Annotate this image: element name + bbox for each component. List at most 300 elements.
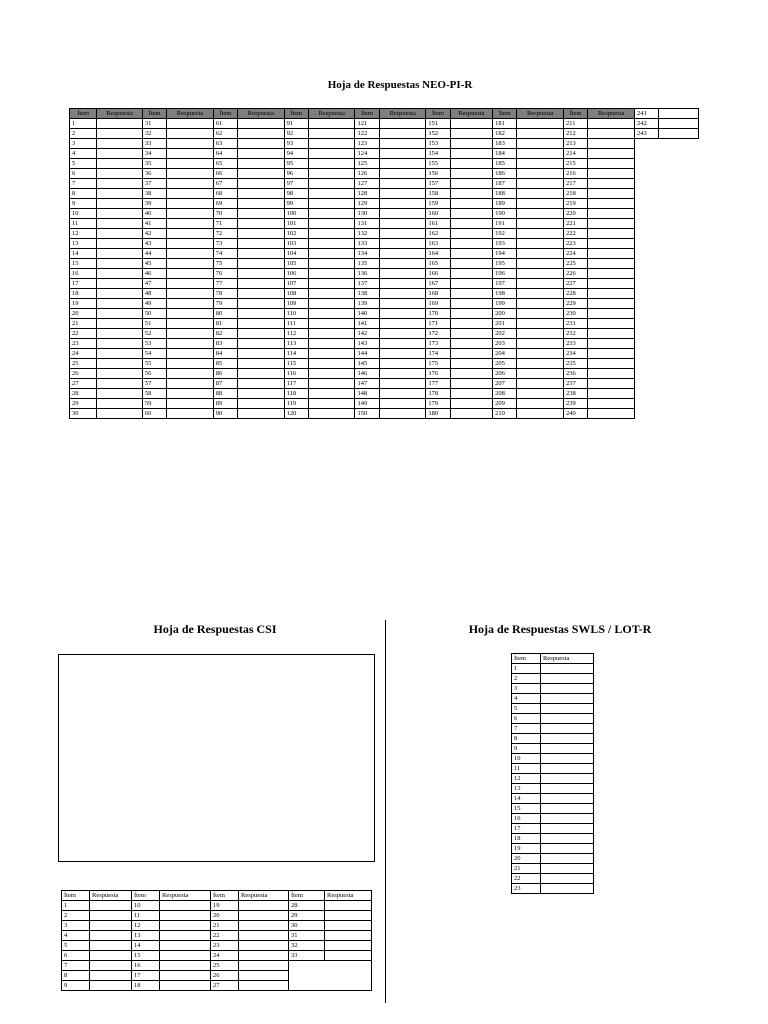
csi-response-cell[interactable] xyxy=(90,911,132,921)
neo-response-cell[interactable] xyxy=(517,229,564,239)
neo-response-cell[interactable] xyxy=(97,299,143,309)
neo-response-cell[interactable] xyxy=(238,349,285,359)
neo-response-cell[interactable] xyxy=(308,159,355,169)
neo-response-cell[interactable] xyxy=(308,139,355,149)
neo-response-cell[interactable] xyxy=(588,409,635,419)
neo-response-cell[interactable] xyxy=(167,169,214,179)
neo-response-cell[interactable] xyxy=(238,129,285,139)
neo-response-cell[interactable] xyxy=(97,359,143,369)
neo-response-cell[interactable] xyxy=(167,119,214,129)
neo-response-cell[interactable] xyxy=(308,309,355,319)
csi-response-cell[interactable] xyxy=(325,921,372,931)
neo-response-cell[interactable] xyxy=(517,409,564,419)
neo-response-cell[interactable] xyxy=(308,329,355,339)
neo-response-cell[interactable] xyxy=(167,189,214,199)
neo-response-cell[interactable] xyxy=(659,119,699,129)
neo-response-cell[interactable] xyxy=(588,329,635,339)
neo-response-cell[interactable] xyxy=(379,269,426,279)
neo-response-cell[interactable] xyxy=(238,149,285,159)
csi-response-cell[interactable] xyxy=(90,931,132,941)
neo-response-cell[interactable] xyxy=(450,139,493,149)
neo-response-cell[interactable] xyxy=(517,219,564,229)
neo-response-cell[interactable] xyxy=(517,129,564,139)
neo-response-cell[interactable] xyxy=(167,339,214,349)
neo-response-cell[interactable] xyxy=(97,149,143,159)
csi-response-cell[interactable] xyxy=(239,911,289,921)
neo-response-cell[interactable] xyxy=(308,339,355,349)
neo-response-cell[interactable] xyxy=(167,399,214,409)
neo-response-cell[interactable] xyxy=(167,159,214,169)
neo-response-cell[interactable] xyxy=(308,299,355,309)
neo-response-cell[interactable] xyxy=(379,209,426,219)
neo-response-cell[interactable] xyxy=(588,249,635,259)
neo-response-cell[interactable] xyxy=(97,279,143,289)
neo-response-cell[interactable] xyxy=(238,179,285,189)
neo-response-cell[interactable] xyxy=(588,309,635,319)
neo-response-cell[interactable] xyxy=(97,309,143,319)
swls-response-cell[interactable] xyxy=(541,694,594,704)
neo-response-cell[interactable] xyxy=(588,139,635,149)
neo-response-cell[interactable] xyxy=(308,179,355,189)
neo-response-cell[interactable] xyxy=(97,129,143,139)
neo-response-cell[interactable] xyxy=(517,349,564,359)
neo-response-cell[interactable] xyxy=(450,369,493,379)
neo-response-cell[interactable] xyxy=(167,289,214,299)
neo-response-cell[interactable] xyxy=(97,259,143,269)
neo-response-cell[interactable] xyxy=(450,249,493,259)
neo-response-cell[interactable] xyxy=(379,289,426,299)
neo-response-cell[interactable] xyxy=(97,269,143,279)
csi-response-cell[interactable] xyxy=(239,931,289,941)
swls-response-cell[interactable] xyxy=(541,784,594,794)
neo-response-cell[interactable] xyxy=(238,249,285,259)
neo-response-cell[interactable] xyxy=(97,209,143,219)
neo-response-cell[interactable] xyxy=(588,149,635,159)
neo-response-cell[interactable] xyxy=(588,259,635,269)
neo-response-cell[interactable] xyxy=(588,169,635,179)
neo-response-cell[interactable] xyxy=(588,279,635,289)
swls-response-cell[interactable] xyxy=(541,734,594,744)
neo-response-cell[interactable] xyxy=(379,409,426,419)
swls-response-cell[interactable] xyxy=(541,854,594,864)
neo-response-cell[interactable] xyxy=(308,399,355,409)
csi-response-cell[interactable] xyxy=(239,901,289,911)
neo-response-cell[interactable] xyxy=(167,149,214,159)
neo-response-cell[interactable] xyxy=(97,319,143,329)
csi-response-cell[interactable] xyxy=(239,971,289,981)
csi-response-cell[interactable] xyxy=(90,961,132,971)
csi-response-cell[interactable] xyxy=(160,911,211,921)
neo-response-cell[interactable] xyxy=(450,209,493,219)
neo-response-cell[interactable] xyxy=(167,349,214,359)
swls-response-cell[interactable] xyxy=(541,814,594,824)
neo-response-cell[interactable] xyxy=(450,299,493,309)
neo-response-cell[interactable] xyxy=(167,229,214,239)
swls-response-cell[interactable] xyxy=(541,684,594,694)
neo-response-cell[interactable] xyxy=(450,219,493,229)
neo-response-cell[interactable] xyxy=(450,169,493,179)
neo-response-cell[interactable] xyxy=(379,219,426,229)
neo-response-cell[interactable] xyxy=(308,199,355,209)
neo-response-cell[interactable] xyxy=(167,249,214,259)
swls-response-cell[interactable] xyxy=(541,674,594,684)
csi-response-cell[interactable] xyxy=(239,961,289,971)
csi-response-cell[interactable] xyxy=(90,951,132,961)
neo-response-cell[interactable] xyxy=(238,399,285,409)
neo-response-cell[interactable] xyxy=(379,169,426,179)
neo-response-cell[interactable] xyxy=(588,159,635,169)
neo-response-cell[interactable] xyxy=(517,269,564,279)
swls-response-cell[interactable] xyxy=(541,844,594,854)
neo-response-cell[interactable] xyxy=(588,369,635,379)
neo-response-cell[interactable] xyxy=(517,329,564,339)
neo-response-cell[interactable] xyxy=(517,239,564,249)
neo-response-cell[interactable] xyxy=(450,239,493,249)
neo-response-cell[interactable] xyxy=(659,109,699,119)
neo-response-cell[interactable] xyxy=(588,359,635,369)
neo-response-cell[interactable] xyxy=(450,269,493,279)
neo-response-cell[interactable] xyxy=(238,259,285,269)
neo-response-cell[interactable] xyxy=(588,189,635,199)
swls-response-cell[interactable] xyxy=(541,824,594,834)
csi-response-cell[interactable] xyxy=(325,931,372,941)
neo-response-cell[interactable] xyxy=(238,199,285,209)
neo-response-cell[interactable] xyxy=(167,329,214,339)
neo-response-cell[interactable] xyxy=(238,329,285,339)
neo-response-cell[interactable] xyxy=(167,389,214,399)
swls-response-cell[interactable] xyxy=(541,874,594,884)
swls-response-cell[interactable] xyxy=(541,714,594,724)
neo-response-cell[interactable] xyxy=(379,279,426,289)
swls-response-cell[interactable] xyxy=(541,804,594,814)
neo-response-cell[interactable] xyxy=(238,339,285,349)
neo-response-cell[interactable] xyxy=(308,409,355,419)
neo-response-cell[interactable] xyxy=(588,379,635,389)
neo-response-cell[interactable] xyxy=(167,299,214,309)
neo-response-cell[interactable] xyxy=(97,119,143,129)
neo-response-cell[interactable] xyxy=(517,389,564,399)
neo-response-cell[interactable] xyxy=(379,239,426,249)
neo-response-cell[interactable] xyxy=(238,319,285,329)
neo-response-cell[interactable] xyxy=(379,309,426,319)
neo-response-cell[interactable] xyxy=(97,289,143,299)
swls-response-cell[interactable] xyxy=(541,724,594,734)
neo-response-cell[interactable] xyxy=(97,139,143,149)
neo-response-cell[interactable] xyxy=(588,199,635,209)
csi-response-cell[interactable] xyxy=(239,921,289,931)
neo-response-cell[interactable] xyxy=(588,129,635,139)
neo-response-cell[interactable] xyxy=(379,369,426,379)
neo-response-cell[interactable] xyxy=(517,139,564,149)
neo-response-cell[interactable] xyxy=(238,229,285,239)
swls-response-cell[interactable] xyxy=(541,754,594,764)
neo-response-cell[interactable] xyxy=(450,329,493,339)
neo-response-cell[interactable] xyxy=(97,349,143,359)
neo-response-cell[interactable] xyxy=(517,369,564,379)
csi-response-cell[interactable] xyxy=(325,901,372,911)
neo-response-cell[interactable] xyxy=(450,309,493,319)
neo-response-cell[interactable] xyxy=(238,269,285,279)
neo-response-cell[interactable] xyxy=(517,259,564,269)
swls-response-cell[interactable] xyxy=(541,794,594,804)
neo-response-cell[interactable] xyxy=(450,159,493,169)
neo-response-cell[interactable] xyxy=(379,249,426,259)
neo-response-cell[interactable] xyxy=(450,189,493,199)
neo-response-cell[interactable] xyxy=(167,269,214,279)
neo-response-cell[interactable] xyxy=(238,309,285,319)
neo-response-cell[interactable] xyxy=(97,399,143,409)
neo-response-cell[interactable] xyxy=(308,229,355,239)
neo-response-cell[interactable] xyxy=(97,179,143,189)
neo-response-cell[interactable] xyxy=(450,399,493,409)
neo-response-cell[interactable] xyxy=(238,209,285,219)
csi-response-cell[interactable] xyxy=(90,941,132,951)
csi-response-cell[interactable] xyxy=(239,981,289,991)
neo-response-cell[interactable] xyxy=(517,359,564,369)
neo-response-cell[interactable] xyxy=(379,379,426,389)
csi-response-cell[interactable] xyxy=(239,951,289,961)
neo-response-cell[interactable] xyxy=(238,389,285,399)
neo-response-cell[interactable] xyxy=(238,189,285,199)
neo-response-cell[interactable] xyxy=(97,229,143,239)
swls-response-cell[interactable] xyxy=(541,764,594,774)
neo-response-cell[interactable] xyxy=(238,359,285,369)
neo-response-cell[interactable] xyxy=(450,359,493,369)
swls-response-cell[interactable] xyxy=(541,834,594,844)
neo-response-cell[interactable] xyxy=(588,219,635,229)
neo-response-cell[interactable] xyxy=(97,409,143,419)
neo-response-cell[interactable] xyxy=(588,229,635,239)
neo-response-cell[interactable] xyxy=(588,319,635,329)
neo-response-cell[interactable] xyxy=(167,309,214,319)
neo-response-cell[interactable] xyxy=(167,219,214,229)
neo-response-cell[interactable] xyxy=(97,389,143,399)
neo-response-cell[interactable] xyxy=(588,179,635,189)
neo-response-cell[interactable] xyxy=(97,249,143,259)
neo-response-cell[interactable] xyxy=(167,239,214,249)
neo-response-cell[interactable] xyxy=(588,339,635,349)
neo-response-cell[interactable] xyxy=(659,129,699,139)
neo-response-cell[interactable] xyxy=(517,299,564,309)
neo-response-cell[interactable] xyxy=(238,169,285,179)
neo-response-cell[interactable] xyxy=(97,189,143,199)
neo-response-cell[interactable] xyxy=(379,329,426,339)
neo-response-cell[interactable] xyxy=(450,119,493,129)
neo-response-cell[interactable] xyxy=(379,299,426,309)
neo-response-cell[interactable] xyxy=(517,249,564,259)
neo-response-cell[interactable] xyxy=(379,359,426,369)
swls-response-cell[interactable] xyxy=(541,774,594,784)
neo-response-cell[interactable] xyxy=(379,339,426,349)
neo-response-cell[interactable] xyxy=(450,349,493,359)
neo-response-cell[interactable] xyxy=(517,279,564,289)
neo-response-cell[interactable] xyxy=(588,399,635,409)
neo-response-cell[interactable] xyxy=(379,159,426,169)
neo-response-cell[interactable] xyxy=(308,289,355,299)
neo-response-cell[interactable] xyxy=(308,279,355,289)
neo-response-cell[interactable] xyxy=(238,139,285,149)
neo-response-cell[interactable] xyxy=(308,209,355,219)
neo-response-cell[interactable] xyxy=(517,379,564,389)
neo-response-cell[interactable] xyxy=(308,129,355,139)
neo-response-cell[interactable] xyxy=(517,119,564,129)
neo-response-cell[interactable] xyxy=(167,379,214,389)
neo-response-cell[interactable] xyxy=(167,409,214,419)
neo-response-cell[interactable] xyxy=(97,239,143,249)
neo-response-cell[interactable] xyxy=(517,199,564,209)
neo-response-cell[interactable] xyxy=(308,119,355,129)
neo-response-cell[interactable] xyxy=(588,299,635,309)
neo-response-cell[interactable] xyxy=(588,289,635,299)
csi-response-cell[interactable] xyxy=(90,901,132,911)
neo-response-cell[interactable] xyxy=(238,369,285,379)
neo-response-cell[interactable] xyxy=(308,239,355,249)
neo-response-cell[interactable] xyxy=(588,119,635,129)
neo-response-cell[interactable] xyxy=(308,349,355,359)
neo-response-cell[interactable] xyxy=(379,199,426,209)
neo-response-cell[interactable] xyxy=(450,389,493,399)
neo-response-cell[interactable] xyxy=(379,149,426,159)
neo-response-cell[interactable] xyxy=(517,159,564,169)
csi-response-cell[interactable] xyxy=(160,941,211,951)
neo-response-cell[interactable] xyxy=(517,209,564,219)
neo-response-cell[interactable] xyxy=(308,189,355,199)
neo-response-cell[interactable] xyxy=(97,219,143,229)
neo-response-cell[interactable] xyxy=(238,159,285,169)
csi-response-cell[interactable] xyxy=(160,961,211,971)
csi-response-cell[interactable] xyxy=(160,981,211,991)
neo-response-cell[interactable] xyxy=(308,379,355,389)
swls-response-cell[interactable] xyxy=(541,864,594,874)
neo-response-cell[interactable] xyxy=(238,119,285,129)
csi-response-cell[interactable] xyxy=(160,951,211,961)
csi-response-cell[interactable] xyxy=(160,901,211,911)
csi-response-cell[interactable] xyxy=(160,971,211,981)
neo-response-cell[interactable] xyxy=(97,339,143,349)
neo-response-cell[interactable] xyxy=(517,169,564,179)
neo-response-cell[interactable] xyxy=(379,189,426,199)
csi-response-cell[interactable] xyxy=(325,911,372,921)
swls-response-cell[interactable] xyxy=(541,744,594,754)
csi-response-cell[interactable] xyxy=(325,951,372,961)
neo-response-cell[interactable] xyxy=(238,279,285,289)
neo-response-cell[interactable] xyxy=(167,199,214,209)
neo-response-cell[interactable] xyxy=(379,319,426,329)
neo-response-cell[interactable] xyxy=(238,379,285,389)
neo-response-cell[interactable] xyxy=(308,169,355,179)
neo-response-cell[interactable] xyxy=(308,359,355,369)
neo-response-cell[interactable] xyxy=(308,259,355,269)
csi-response-cell[interactable] xyxy=(325,941,372,951)
neo-response-cell[interactable] xyxy=(450,199,493,209)
neo-response-cell[interactable] xyxy=(97,169,143,179)
neo-response-cell[interactable] xyxy=(450,149,493,159)
neo-response-cell[interactable] xyxy=(517,149,564,159)
neo-response-cell[interactable] xyxy=(450,179,493,189)
swls-response-cell[interactable] xyxy=(541,884,594,894)
neo-response-cell[interactable] xyxy=(379,399,426,409)
neo-response-cell[interactable] xyxy=(588,239,635,249)
neo-response-cell[interactable] xyxy=(97,159,143,169)
neo-response-cell[interactable] xyxy=(97,379,143,389)
neo-response-cell[interactable] xyxy=(450,319,493,329)
neo-response-cell[interactable] xyxy=(308,249,355,259)
neo-response-cell[interactable] xyxy=(517,399,564,409)
neo-response-cell[interactable] xyxy=(379,229,426,239)
neo-response-cell[interactable] xyxy=(167,369,214,379)
neo-response-cell[interactable] xyxy=(238,299,285,309)
neo-response-cell[interactable] xyxy=(517,179,564,189)
neo-response-cell[interactable] xyxy=(450,259,493,269)
neo-response-cell[interactable] xyxy=(308,149,355,159)
neo-response-cell[interactable] xyxy=(167,209,214,219)
neo-response-cell[interactable] xyxy=(167,139,214,149)
neo-response-cell[interactable] xyxy=(308,319,355,329)
neo-response-cell[interactable] xyxy=(167,359,214,369)
neo-response-cell[interactable] xyxy=(167,319,214,329)
neo-response-cell[interactable] xyxy=(588,349,635,359)
neo-response-cell[interactable] xyxy=(588,269,635,279)
swls-response-cell[interactable] xyxy=(541,664,594,674)
neo-response-cell[interactable] xyxy=(97,329,143,339)
neo-response-cell[interactable] xyxy=(167,129,214,139)
neo-response-cell[interactable] xyxy=(517,189,564,199)
neo-response-cell[interactable] xyxy=(308,369,355,379)
neo-response-cell[interactable] xyxy=(238,289,285,299)
neo-response-cell[interactable] xyxy=(588,389,635,399)
neo-response-cell[interactable] xyxy=(450,339,493,349)
neo-response-cell[interactable] xyxy=(517,339,564,349)
neo-response-cell[interactable] xyxy=(308,389,355,399)
neo-response-cell[interactable] xyxy=(308,269,355,279)
neo-response-cell[interactable] xyxy=(379,129,426,139)
neo-response-cell[interactable] xyxy=(97,199,143,209)
neo-response-cell[interactable] xyxy=(517,309,564,319)
csi-response-cell[interactable] xyxy=(239,941,289,951)
neo-response-cell[interactable] xyxy=(379,119,426,129)
csi-response-cell[interactable] xyxy=(90,921,132,931)
neo-response-cell[interactable] xyxy=(450,279,493,289)
neo-response-cell[interactable] xyxy=(167,259,214,269)
neo-response-cell[interactable] xyxy=(167,179,214,189)
neo-response-cell[interactable] xyxy=(379,259,426,269)
neo-response-cell[interactable] xyxy=(588,209,635,219)
neo-response-cell[interactable] xyxy=(450,129,493,139)
csi-response-cell[interactable] xyxy=(160,921,211,931)
csi-response-cell[interactable] xyxy=(90,981,132,991)
neo-response-cell[interactable] xyxy=(238,219,285,229)
swls-response-cell[interactable] xyxy=(541,704,594,714)
neo-response-cell[interactable] xyxy=(238,239,285,249)
csi-response-cell[interactable] xyxy=(90,971,132,981)
neo-response-cell[interactable] xyxy=(238,409,285,419)
neo-response-cell[interactable] xyxy=(167,279,214,289)
neo-response-cell[interactable] xyxy=(517,319,564,329)
neo-response-cell[interactable] xyxy=(308,219,355,229)
neo-response-cell[interactable] xyxy=(379,139,426,149)
neo-response-cell[interactable] xyxy=(450,229,493,239)
neo-response-cell[interactable] xyxy=(450,379,493,389)
csi-response-cell[interactable] xyxy=(160,931,211,941)
neo-response-cell[interactable] xyxy=(97,369,143,379)
neo-response-cell[interactable] xyxy=(379,179,426,189)
neo-response-cell[interactable] xyxy=(379,349,426,359)
neo-response-cell[interactable] xyxy=(517,289,564,299)
neo-response-cell[interactable] xyxy=(379,389,426,399)
csi-answer-box[interactable] xyxy=(58,654,375,862)
neo-response-cell[interactable] xyxy=(450,289,493,299)
neo-response-cell[interactable] xyxy=(450,409,493,419)
